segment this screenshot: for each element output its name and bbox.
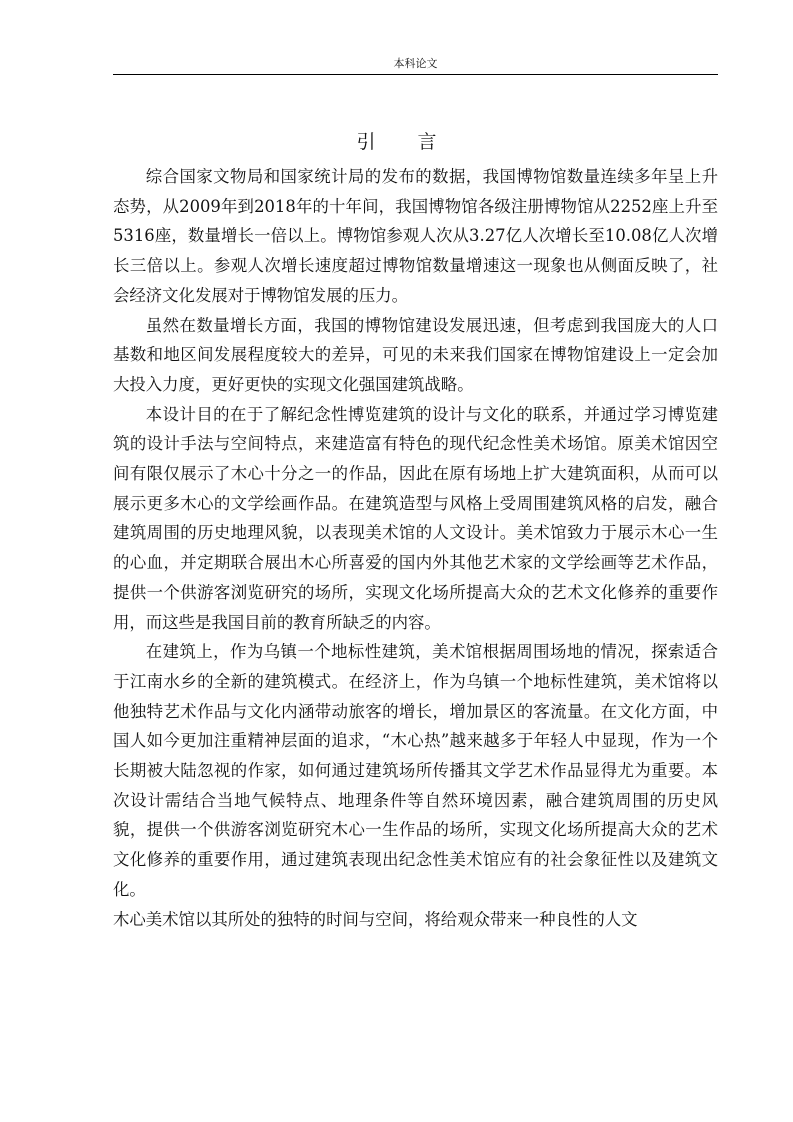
paragraph-4: 在建筑上，作为乌镇一个地标性建筑，美术馆根据周围场地的情况，探索适合于江南水乡的全新的建筑模式。在经济上，作为乌镇一个地标性建筑，美术馆将以他独特艺术作品与文化内涵带动旅客的增长，增加景区的客流量。在文化方面，中国人如今更加注重精神层面的追求，“木心热”越来越多于年轻人中显现，作为一个长期被大陆忽视的作家，如何通过建筑场所传播其文学艺术作品显得尤为重要。本次设计需结合当地气候特点、地理条件等自然环境因素，融合建筑周围的历史风貌，提供一个供游客浏览研究木心一生作品的场所，实现文化场所提高大众的艺术文化修养的重要作用，通过建筑表现出纪念性美术馆应有的社会象征性以及建筑文化。 <box>113 642 718 899</box>
section-title: 引言 <box>356 131 479 153</box>
running-title: 本科论文 <box>393 57 438 70</box>
paragraph-3: 本设计目的在于了解纪念性博览建筑的设计与文化的联系，并通过学习博览建筑的设计手法与空间特点，来建造富有特色的现代纪念性美术场馆。原美术馆因空间有限仅展示了木心十分之一的作品，因此在原有场地上扩大建筑面积，从而可以展示更多木心的文学绘画作品。在建筑造型与风格上受周围建筑风格的启发，融合建筑周围的历史地理风貌，以表现美术馆的人文设计。美术馆致力于展示木心一生的心血，并定期联合展出木心所喜爱的国内外其他艺术家的文学绘画等艺术作品，提供一个供游客浏览研究的场所，实现文化场所提高大众的艺术文化修养的重要作用，而这些是我国目前的教育所缺乏的内容。 <box>113 404 718 632</box>
paragraph-2: 虽然在数量增长方面，我国的博物馆建设发展迅速，但考虑到我国庞大的人口基数和地区间发展程度较大的差异，可见的未来我们国家在博物馆建设上一定会加大投入力度，更好更快的实现文化强国建筑战略。 <box>113 315 718 394</box>
paragraph-5: 木心美术馆以其所处的独特的时间与空间，将给观众带来一种良性的人文 <box>113 909 638 929</box>
running-header <box>113 52 718 75</box>
paragraph-1: 综合国家文物局和国家统计局的发布的数据，我国博物馆数量连续多年呈上升态势，从2009年到2018年的十年间，我国博物馆各级注册博物馆从2252座上升至5316座，数量增长一倍以上。博物馆参观人次从3.27亿人次增长至10.08亿人次增长三倍以上。参观人次增长速度超过博物馆数量增速这一现象也从侧面反映了，社会经济文化发展对于博物馆发展的压力。 <box>113 167 718 305</box>
body-text <box>113 162 718 934</box>
